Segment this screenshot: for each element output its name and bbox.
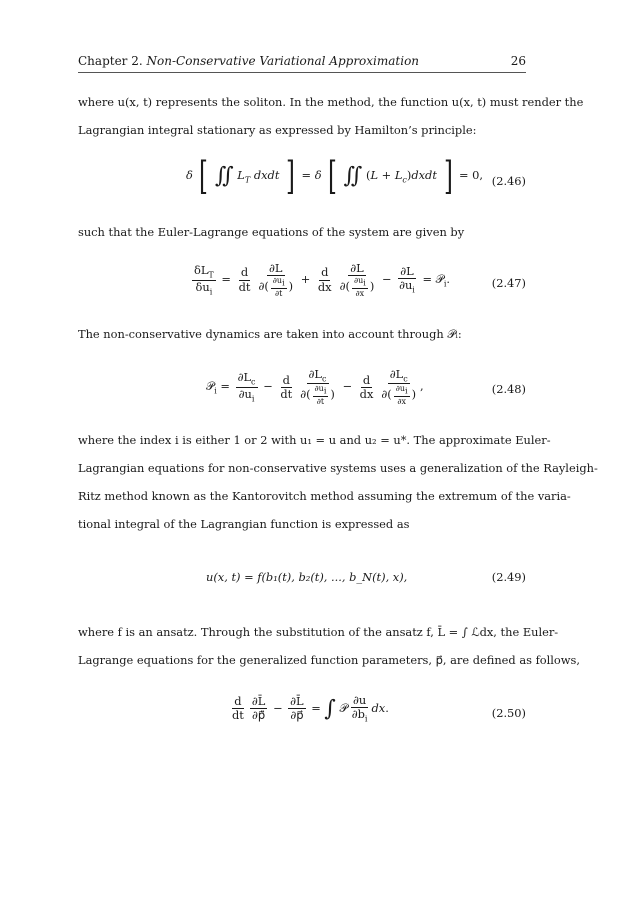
paragraph-line: Lagrangian equations for non-conservative systems uses a generalization of the Rayleigh- [78,461,598,475]
equation-number: (2.50) [491,706,526,720]
equation-body: δ [ ∬ $L_T$ dxdt ] = δ [ ∬ $(L + L_c)dxdt$ ] = 0, [186,154,484,198]
chapter-title: Non-Conservative Variational Approximation [146,54,420,68]
paragraph-line: such that the Euler-Lagrange equations of the system are given by [78,225,465,239]
paragraph-1 [78,88,584,144]
paragraph-4 [78,426,598,538]
paragraph-line: where the index i is either 1 or 2 with u₁ = u and u₂ = u*. The approximate Euler- [78,433,551,447]
paragraph-5 [78,618,581,674]
paragraph-line: Lagrangian integral stationary as expressed by Hamilton’s principle: [78,123,477,137]
equation-number: (2.47) [491,276,526,290]
paragraph-line: Ritz method known as the Kantorovitch method assuming the extremum of the varia- [78,489,571,503]
equation-2-48 [78,368,526,418]
equation-body: 𝒫$_i$ = $\frac{\partial L_c}{\partial u_i}$ − $\frac{d}{dt}$ $\partial L_c$ ∂( $\frac{\partial u_i}{\partial t}$ ) − $\frac{d}{dx}$ $\partial L_c$ ∂( $\frac{\partial u_i}{\partial x}$ ) , [206,367,424,407]
header-chapter [78,54,419,68]
equation-number: (2.49) [491,570,526,584]
equation-2-47 [78,262,526,312]
paragraph-line: The non-conservative dynamics are taken into account through 𝒫ᵢ: [78,327,462,341]
equation-body: u(x, t) = f(b₁(t), b₂(t), ..., b_N(t), x), [206,570,408,584]
paragraph-line: Lagrange equations for the generalized function parameters, p⃗, are defined as follows, [78,653,581,667]
equation-2-46 [78,150,526,210]
paragraph-line: where f is an ansatz. Through the substitution of the ansatz f, L̄ = ∫ ℒdx, the Euler- [78,625,559,639]
paragraph-3 [78,320,526,348]
equation-number: (2.46) [491,174,526,188]
paragraph-line: tional integral of the Lagrangian function is expressed as [78,517,410,531]
equation-2-50 [78,694,526,738]
paragraph-2 [78,218,526,246]
header-rule [78,72,526,73]
equation-2-49 [78,568,526,590]
equation-number: (2.48) [491,382,526,396]
running-header [78,54,526,68]
paragraph-line: where u(x, t) represents the soliton. In the method, the function u(x, t) must render the [78,95,584,109]
page-number: 26 [510,54,526,68]
equation-body: $\frac{d}{dt}$ $\frac{\partial L̄}{\partial p⃗̇}$ − $\frac{\partial L̄}{\partial p⃗}$ = ∫ 𝒫 $\frac{\partial u}{\partial b_i}$ dx. [232,693,389,724]
chapter-label: Chapter 2. [78,54,143,68]
equation-body: $\frac{\delta L_T}{\delta u_i}$ = $\frac{d}{dt}$ ∂L ∂( $\frac{\partial u_i}{\partial t}$ ) + $\frac{d}{dx}$ ∂L ∂( $\frac{\partial u_i}{\partial x}$ ) − $\frac{\partial L}{\partial u_i}$ = 𝒫$_i$. [194,261,451,298]
